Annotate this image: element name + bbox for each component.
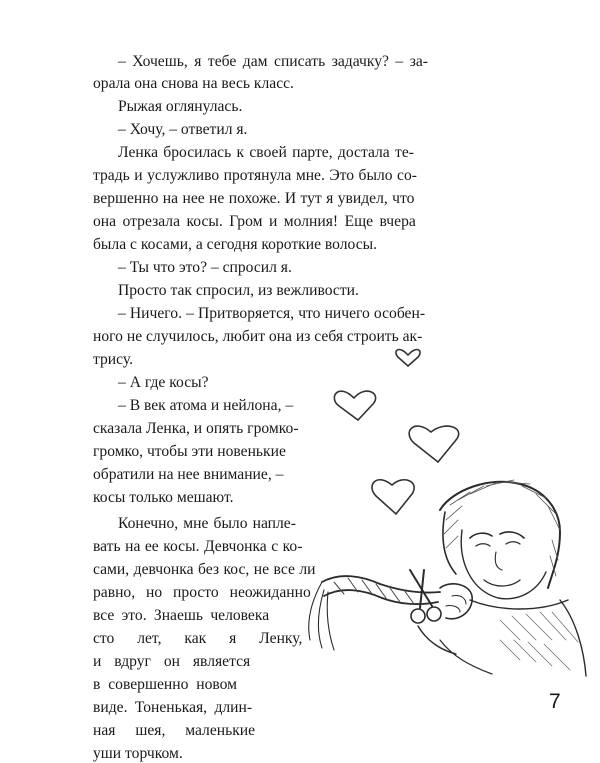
text-line: Рыжая оглянулась. bbox=[118, 98, 243, 115]
text-line: – Хочу, – ответил я. bbox=[118, 121, 248, 138]
text-line: была с косами, а сегодня короткие волосы. bbox=[93, 236, 378, 253]
text-line: вать на ее косы. Девчонка с ко- bbox=[93, 538, 303, 555]
text-line: равно, но просто неожиданно bbox=[93, 584, 311, 601]
text-line: ная шея, маленькие bbox=[93, 722, 256, 739]
text-line: ного не случилось, любит она из себя строить ак- bbox=[93, 328, 423, 345]
text-line: традь и услужливо протянула мне. Это было со- bbox=[93, 167, 417, 184]
text-line: уши торчком. bbox=[93, 745, 183, 762]
text-line: – В век атома и нейлона, – bbox=[118, 397, 294, 414]
text-line: Конечно, мне было напле- bbox=[118, 515, 296, 532]
text-line: виде. Тоненькая, длин- bbox=[93, 699, 253, 716]
text-line: – А где косы? bbox=[118, 374, 209, 391]
text-line: трису. bbox=[93, 351, 133, 368]
text-line: – Ты что это? – спросил я. bbox=[118, 259, 292, 276]
heart-icon bbox=[334, 391, 375, 420]
page-number: 7 bbox=[549, 690, 561, 713]
text-line: Просто так спросил, из вежливости. bbox=[118, 282, 359, 299]
text-line: она отрезала косы. Гром и молния! Еще вчера bbox=[93, 213, 416, 230]
text-line: косы только мешают. bbox=[93, 489, 234, 506]
text-line: Ленка бросилась к своей парте, достала те- bbox=[118, 144, 414, 161]
text-line: вершенно на нее не похоже. И тут я увидел, что bbox=[93, 190, 415, 207]
girl-figure bbox=[309, 480, 586, 676]
text-line: громко, чтобы эти новенькие bbox=[93, 443, 286, 460]
text-line: сто лет, как я Ленку, bbox=[93, 630, 303, 647]
text-line: и вдруг он является bbox=[93, 653, 251, 670]
text-line: – Хочешь, я тебе дам списать задачку? – за- bbox=[118, 53, 428, 70]
text-line: обратили на нее внимание, – bbox=[93, 466, 284, 483]
text-line: сказала Ленка, и опять громко- bbox=[93, 420, 299, 437]
text-line: все это. Знаешь человека bbox=[93, 607, 270, 624]
text-line: в совершенно новом bbox=[93, 676, 238, 693]
heart-icon bbox=[396, 350, 420, 366]
heart-icon bbox=[372, 480, 414, 514]
text-line: орала она снова на весь класс. bbox=[93, 75, 294, 92]
heart-icon bbox=[409, 426, 459, 462]
text-line: сами, девчонка без кос, не все ли bbox=[93, 561, 316, 578]
text-line: – Ничего. – Притворяется, что ничего особен- bbox=[118, 305, 426, 322]
